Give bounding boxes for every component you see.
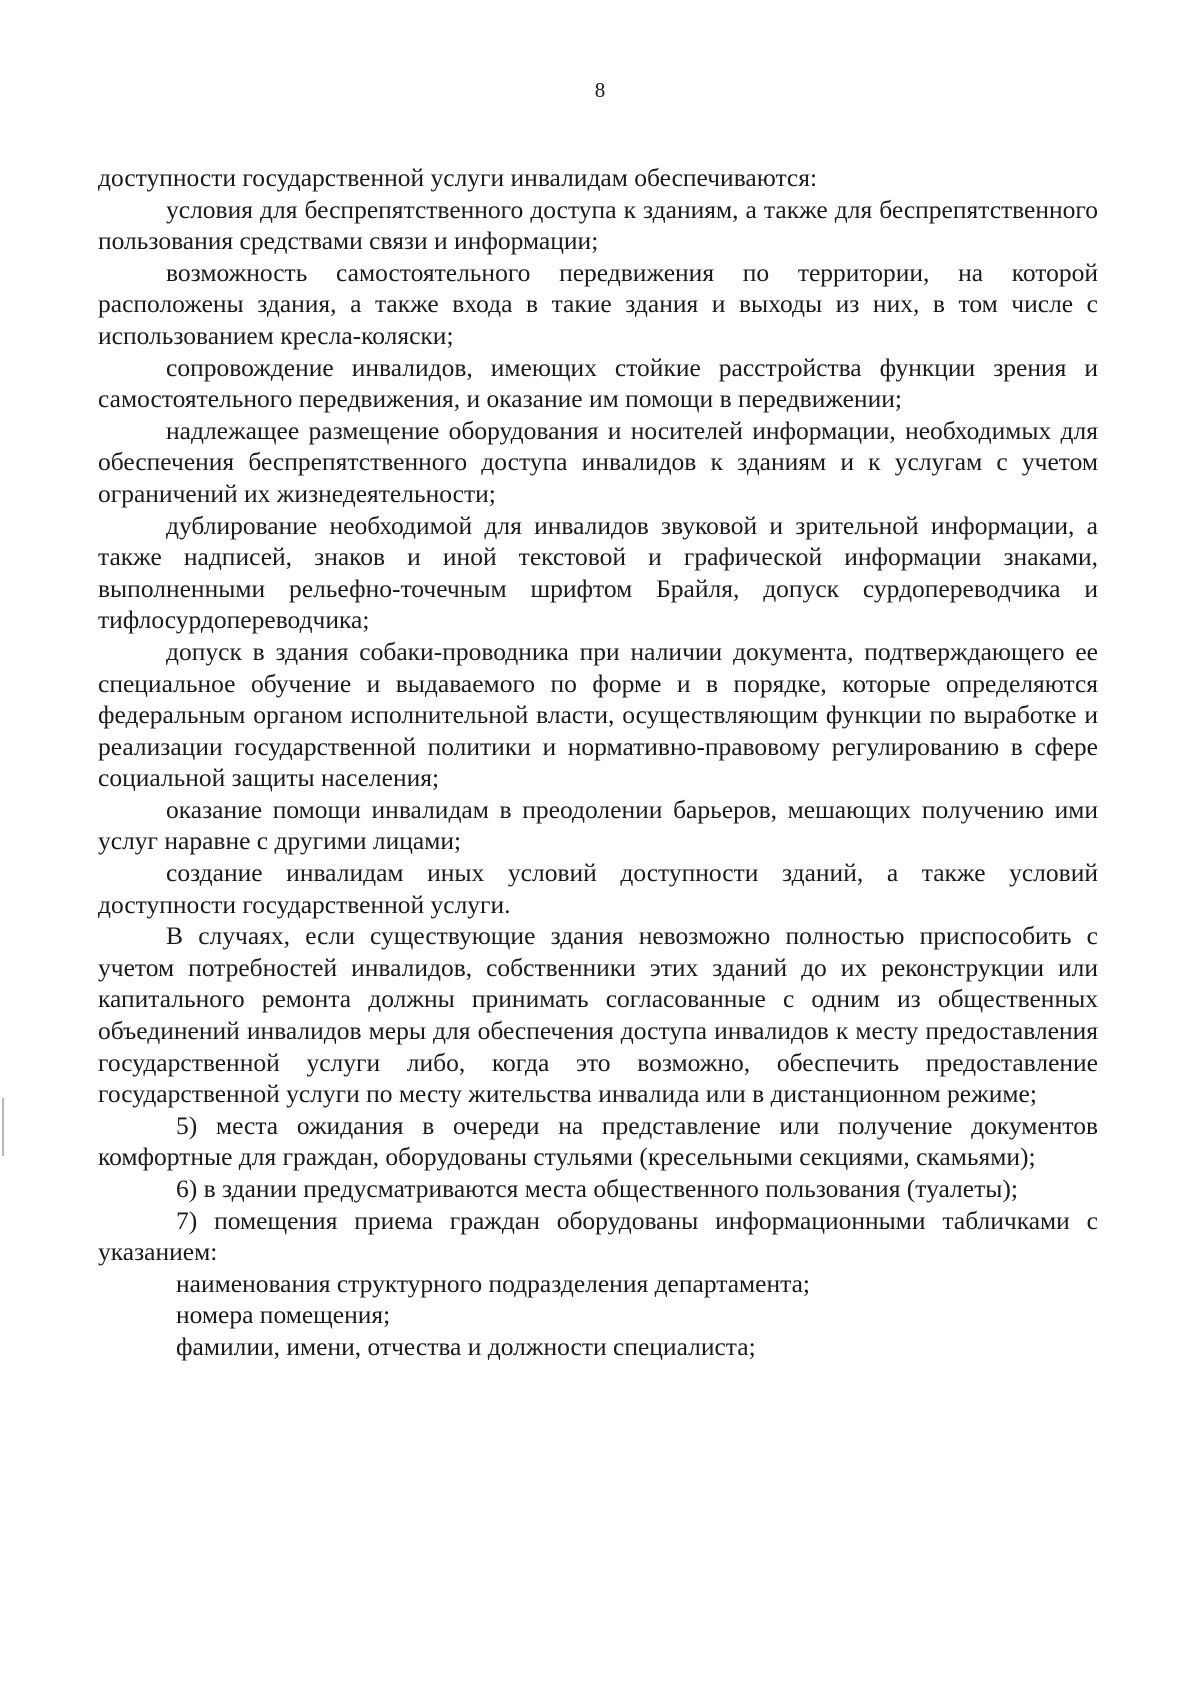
paragraph-department-name: наименования структурного подразделения департамента; bbox=[176, 1268, 810, 1298]
scan-edge-mark bbox=[2, 1098, 4, 1156]
page-number: 8 bbox=[594, 78, 606, 102]
paragraph-guide-dog: допуск в здания собаки-проводника при наличии документа, подтверждающего ее специальное обучение и выдаваемого по форме и в порядке, которые определяются федеральным органом исполнительной власти, осуществляющим функции по выработке и реализации государственной политики и нормативно-правовому регулированию в сфере социальной защиты населения; bbox=[98, 636, 1098, 793]
paragraph-independent-movement: возможность самостоятельного передвижения по территории, на которой расположены здания, а также входа в такие здания и выходы из них, в том числе с использованием кресла-коляски; bbox=[98, 257, 1098, 350]
paragraph-room-number: номера помещения; bbox=[176, 1300, 391, 1330]
paragraph-barrier-assistance: оказание помощи инвалидам в преодолении барьеров, мешающих получению ими услуг наравне с другими лицами; bbox=[98, 794, 1098, 856]
paragraph-item-7-reception-rooms: 7) помещения приема граждан оборудованы информационными табличками с указанием: bbox=[98, 1205, 1098, 1267]
paragraph-item-6-restrooms: 6) в здании предусматриваются места общественного пользования (туалеты); bbox=[176, 1174, 1018, 1203]
paragraph-information-duplication: дублирование необходимой для инвалидов звуковой и зрительной информации, а также надписей, знаков и иной текстовой и графической информации знаками, выполненными рельефно-точечным шрифтом Брайля, допуск сурдопереводчика и тифлосурдопереводчика; bbox=[98, 510, 1098, 635]
paragraph-escort: сопровождение инвалидов, имеющих стойкие расстройства функции зрения и самостоятельного передвижения, и оказание им помощи в передвижении; bbox=[98, 352, 1098, 414]
paragraph-other-conditions: создание инвалидам иных условий доступности зданий, а также условий доступности государственной услуги. bbox=[98, 858, 1098, 919]
document-body bbox=[98, 162, 1098, 1363]
paragraph-existing-buildings: В случаях, если существующие здания невозможно полностью приспособить с учетом потребностей инвалидов, собственники этих зданий до их реконструкции или капитального ремонта должны принимать согласованные с одним из общественных объединений инвалидов меры для обеспечения доступа инвалидов к месту предоставления государственной услуги либо, когда это возможно, обеспечить предоставление государственной услуги по месту жительства инвалида или в дистанционном режиме; bbox=[98, 921, 1098, 1109]
paragraph-access-conditions: условия для беспрепятственного доступа к зданиям, а также для беспрепятственного пользования средствами связи и информации; bbox=[98, 194, 1098, 256]
paragraph-equipment-placement: надлежащее размещение оборудования и носителей информации, необходимых для обеспечения беспрепятственного доступа инвалидов к зданиям и к услугам с учетом ограничений их жизнедеятельности; bbox=[98, 415, 1098, 508]
paragraph-accessibility-intro: доступности государственной услуги инвалидам обеспечиваются: bbox=[98, 163, 818, 192]
paragraph-specialist-name: фамилии, имени, отчества и должности специалиста; bbox=[176, 1331, 756, 1361]
paragraph-item-5-waiting-areas: 5) места ожидания в очереди на представление или получение документов комфортные для граждан, оборудованы стульями (кресельными секциями, скамьями); bbox=[98, 1110, 1098, 1172]
